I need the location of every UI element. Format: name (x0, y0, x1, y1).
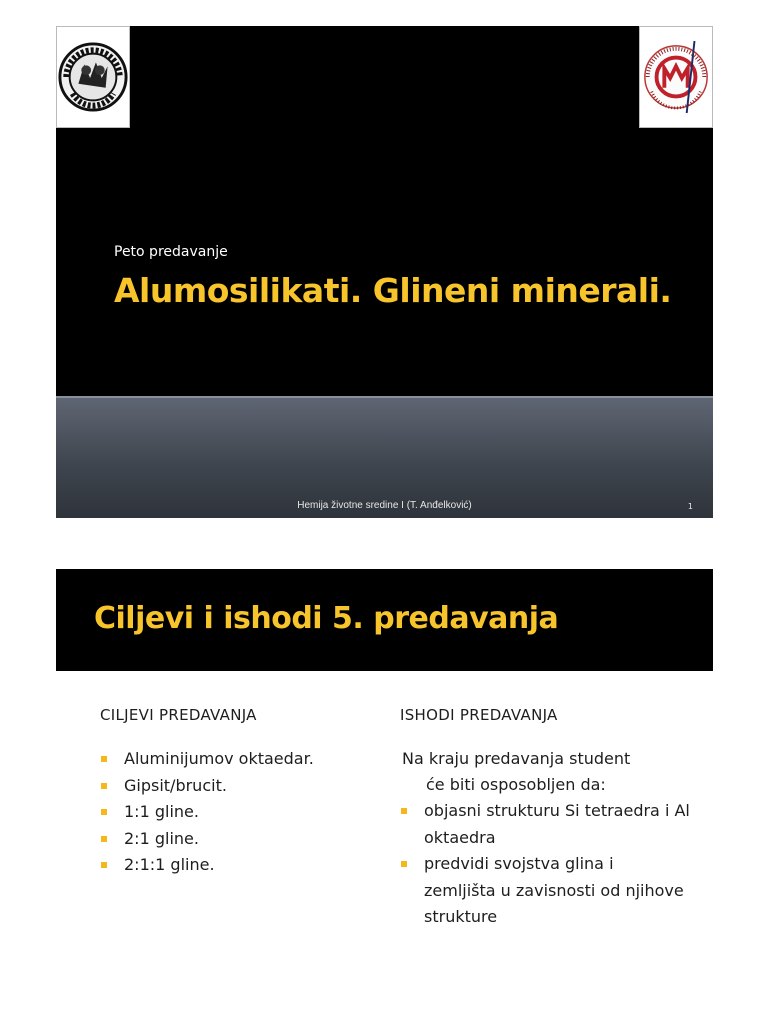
outcomes-heading: ISHODI PREDAVANJA (400, 706, 558, 724)
bullet-icon (101, 836, 107, 842)
outcomes-intro (400, 746, 690, 798)
faculty-emblem-icon (640, 27, 712, 127)
list-item (400, 798, 690, 851)
footer-text: Hemija životne sredine I (T. Anđelković) (297, 500, 472, 511)
outcomes-column (400, 706, 690, 931)
list-item (100, 799, 360, 826)
list-item-text: Aluminijumov oktaedar. (124, 749, 314, 768)
list-item (100, 773, 360, 800)
slide-title: Alumosilikati. Glineni minerali. (114, 271, 672, 310)
outcomes-intro-line1: Na kraju predavanja student (402, 749, 631, 768)
list-item-text: predvidi svojstva glina i zemljišta u zavisnosti od njihove strukture (424, 854, 684, 926)
bullet-icon (101, 756, 107, 762)
title-slide (56, 26, 713, 518)
goals-slide-title: Ciljevi i ishodi 5. predavanja (94, 601, 559, 636)
university-seal-icon (57, 27, 129, 127)
faculty-logo (639, 26, 713, 128)
goals-slide-header (56, 569, 713, 671)
outcomes-intro-line2: će biti osposobljen da: (426, 775, 606, 794)
list-item-text: Gipsit/brucit. (124, 775, 227, 795)
slide-subtitle: Peto predavanje (114, 244, 228, 260)
bullet-icon (401, 861, 407, 867)
goals-column (100, 706, 360, 879)
list-item (100, 746, 360, 773)
list-item (100, 852, 360, 879)
list-item-text: objasni strukturu Si tetraedra i Al oktaedra (424, 801, 690, 847)
bullet-icon (101, 862, 107, 868)
university-of-nis-seal-logo (56, 26, 130, 128)
footer-band (56, 396, 713, 518)
bullet-icon (401, 808, 407, 814)
bullet-icon (101, 783, 107, 789)
list-item (400, 851, 690, 931)
list-item-text: 2:1:1 gline. (124, 855, 215, 874)
goals-list (100, 746, 360, 879)
list-item-text: 2:1 gline. (124, 828, 199, 848)
bullet-icon (101, 809, 107, 815)
outcomes-list (400, 798, 690, 931)
goals-heading: CILJEVI PREDAVANJA (100, 706, 257, 724)
page-number: 1 (687, 502, 693, 511)
list-item (100, 826, 360, 853)
list-item-text: 1:1 gline. (124, 802, 199, 821)
